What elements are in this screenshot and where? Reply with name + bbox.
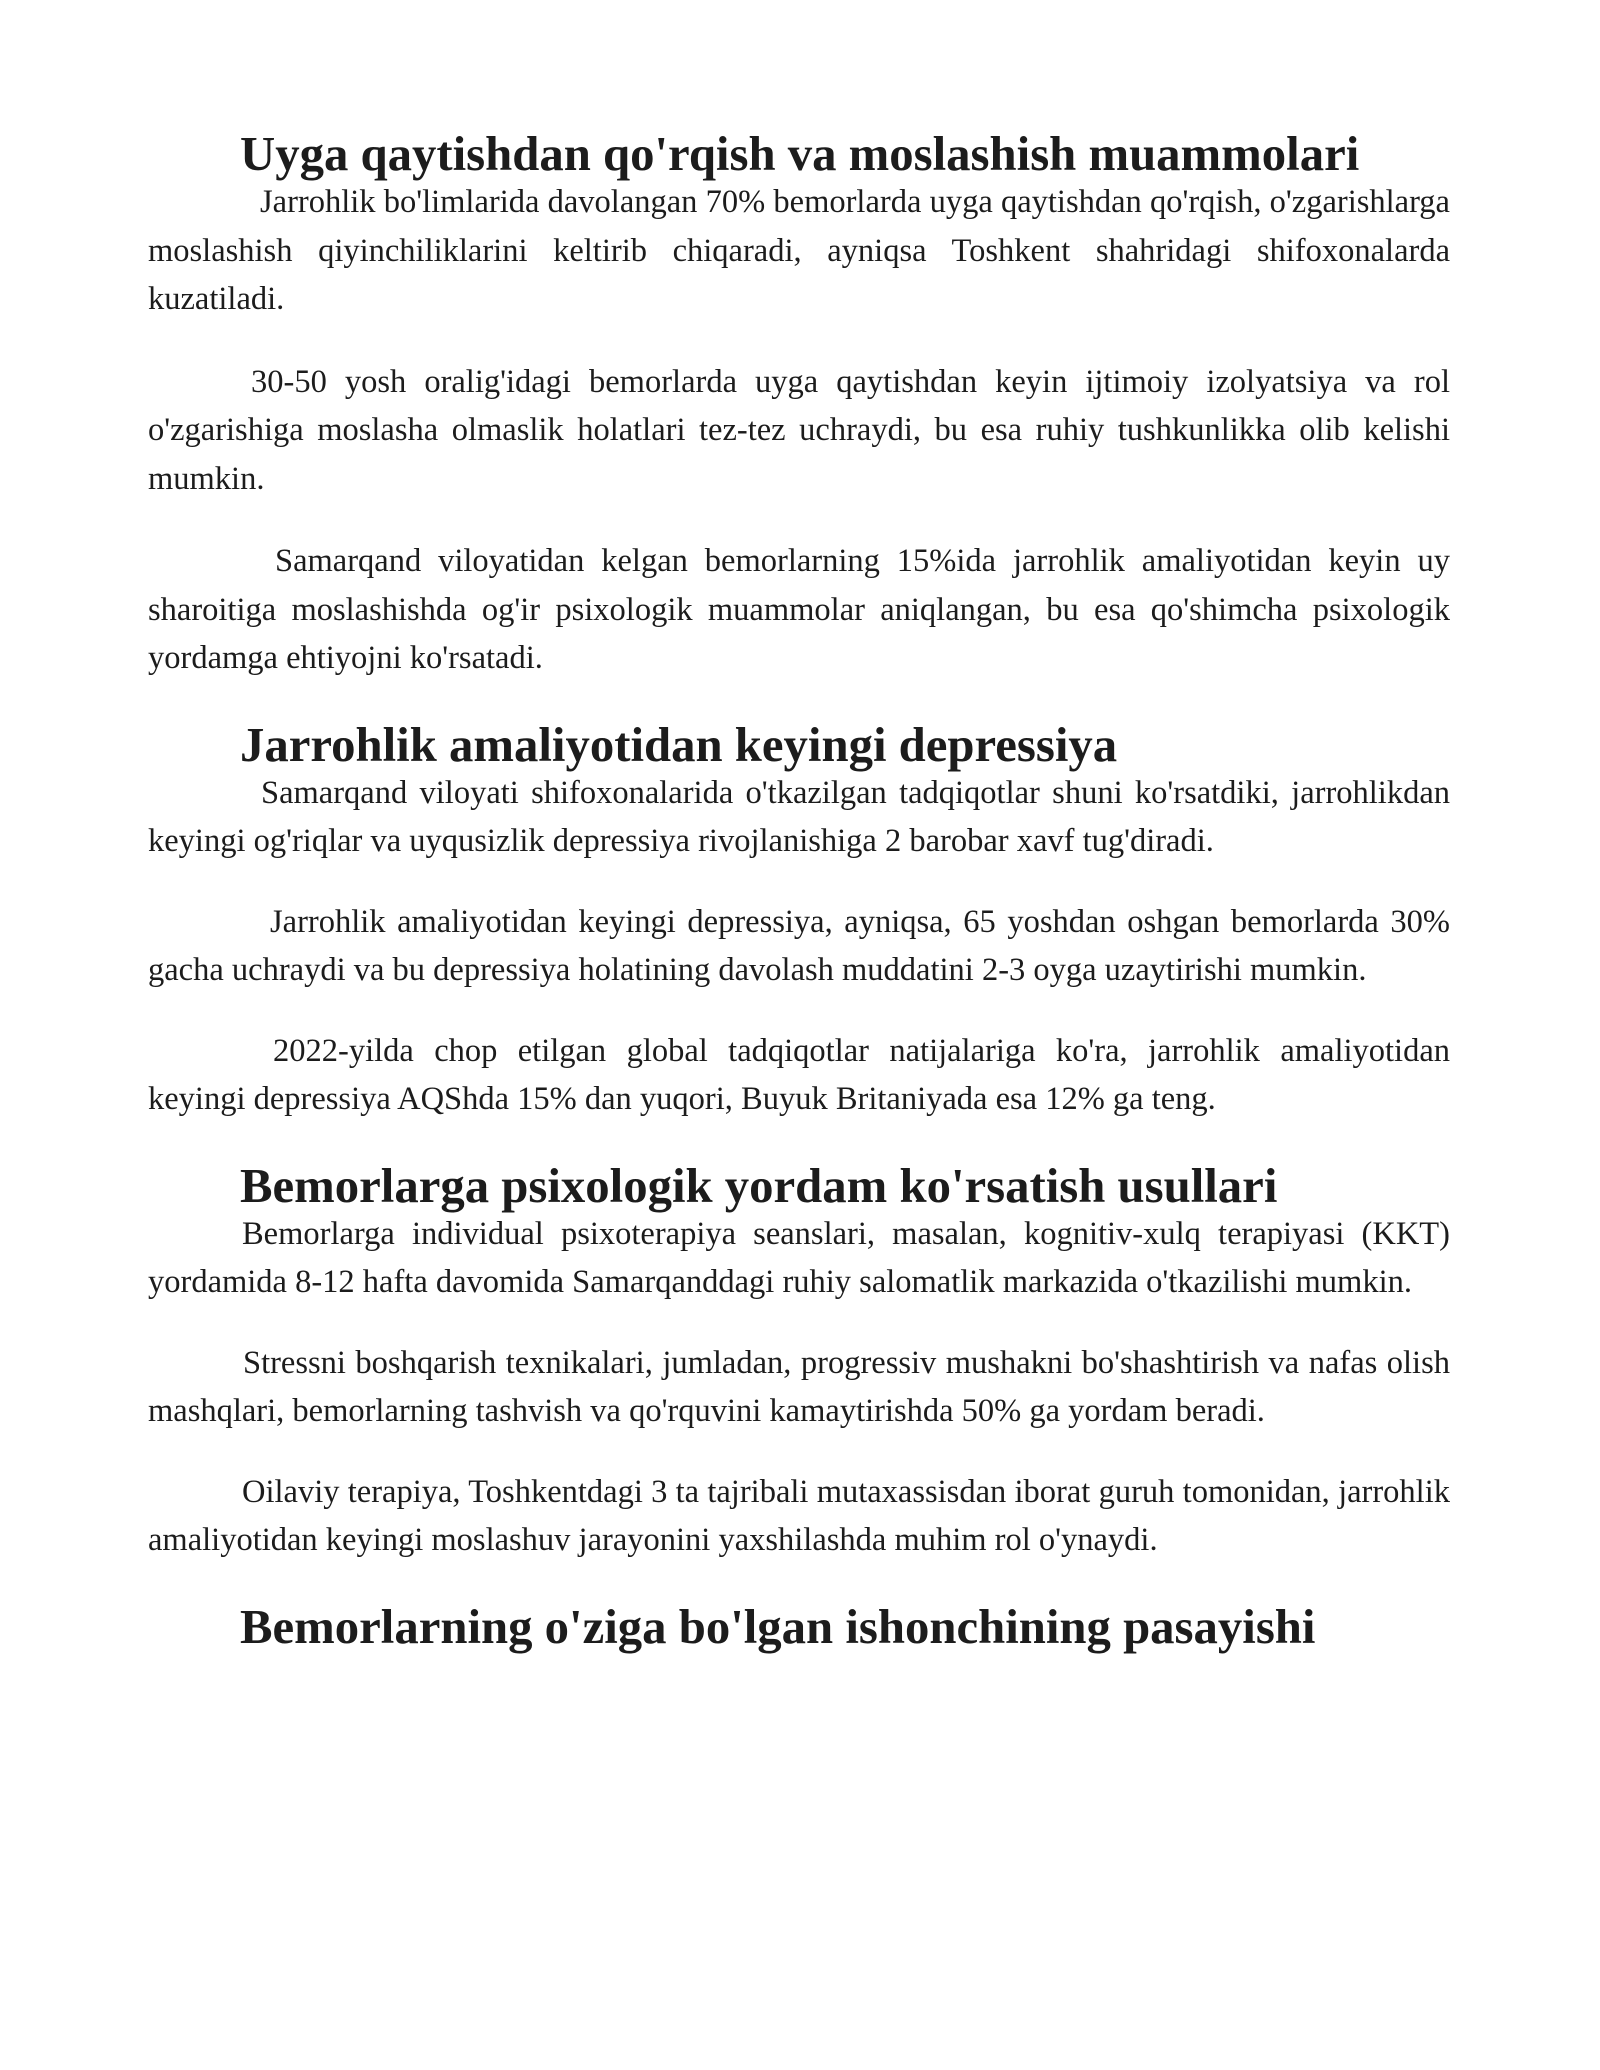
section-heading: Uyga qaytishdan qo'rqish va moslashish muammolari xyxy=(240,127,1360,181)
section-heading: Bemorlarga psixologik yordam ko'rsatish usullari xyxy=(240,1158,1278,1213)
section-heading: Bemorlarning o'ziga bo'lgan ishonchining pasayishi xyxy=(240,1599,1316,1654)
paragraph: Bemorlarga individual psixoterapiya seanslari, masalan, kognitiv-xulq terapiyasi (KKT) yordamida 8-12 hafta davomida Samarqanddagi ruhiy salomatlik markazida o'tkazilishi mumkin. xyxy=(148,1215,1450,1300)
paragraph: Samarqand viloyati shifoxonalarida o'tkazilgan tadqiqotlar shuni ko'rsatdiki, jarrohlikdan keyingi og'riqlar va uyqusizlik depressiya rivojlanishiga 2 barobar xavf tug'diradi. xyxy=(148,774,1450,859)
paragraph: Oilaviy terapiya, Toshkentdagi 3 ta tajribali mutaxassisdan iborat guruh tomonidan, jarrohlik amaliyotidan keyingi moslashuv jarayonini yaxshilashda muhim rol o'ynaydi. xyxy=(148,1473,1450,1558)
paragraph: Samarqand viloyatidan kelgan bemorlarning 15%ida jarrohlik amaliyotidan keyin uy sharoitiga moslashishda og'ir psixologik muammolar aniqlangan, bu esa qo'shimcha psixologik yordamga ehtiyojni ko'rsatadi. xyxy=(148,543,1450,676)
paragraph: Stressni boshqarish texnikalari, jumladan, progressiv mushakni bo'shashtirish va nafas olish mashqlari, bemorlarning tashvish va qo'rquvini kamaytirishda 50% ga yordam beradi. xyxy=(148,1344,1450,1429)
paragraph: 2022-yilda chop etilgan global tadqiqotlar natijalariga ko'ra, jarrohlik amaliyotidan keyingi depressiya AQShda 15% dan yuqori, Buyuk Britaniyada esa 12% ga teng. xyxy=(148,1032,1450,1117)
paragraph: 30-50 yosh oralig'idagi bemorlarda uyga qaytishdan keyin ijtimoiy izolyatsiya va rol o'zgarishiga moslasha olmaslik holatlari tez-tez uchraydi, bu esa ruhiy tushkunlikka olib kelishi mumkin. xyxy=(148,363,1450,497)
paragraph: Jarrohlik amaliyotidan keyingi depressiya, ayniqsa, 65 yoshdan oshgan bemorlarda 30% gacha uchraydi va bu depressiya holatining davolash muddatini 2-3 oyga uzaytirishi mumkin. xyxy=(148,903,1450,988)
section-heading: Jarrohlik amaliyotidan keyingi depressiya xyxy=(240,717,1118,772)
paragraph: Jarrohlik bo'limlarida davolangan 70% bemorlarda uyga qaytishdan qo'rqish, o'zgarishlarga moslashish qiyinchiliklarini keltirib chiqaradi, ayniqsa Toshkent shahridagi shifoxonalarda kuzatiladi. xyxy=(148,184,1450,317)
document-page xyxy=(148,127,1450,1654)
